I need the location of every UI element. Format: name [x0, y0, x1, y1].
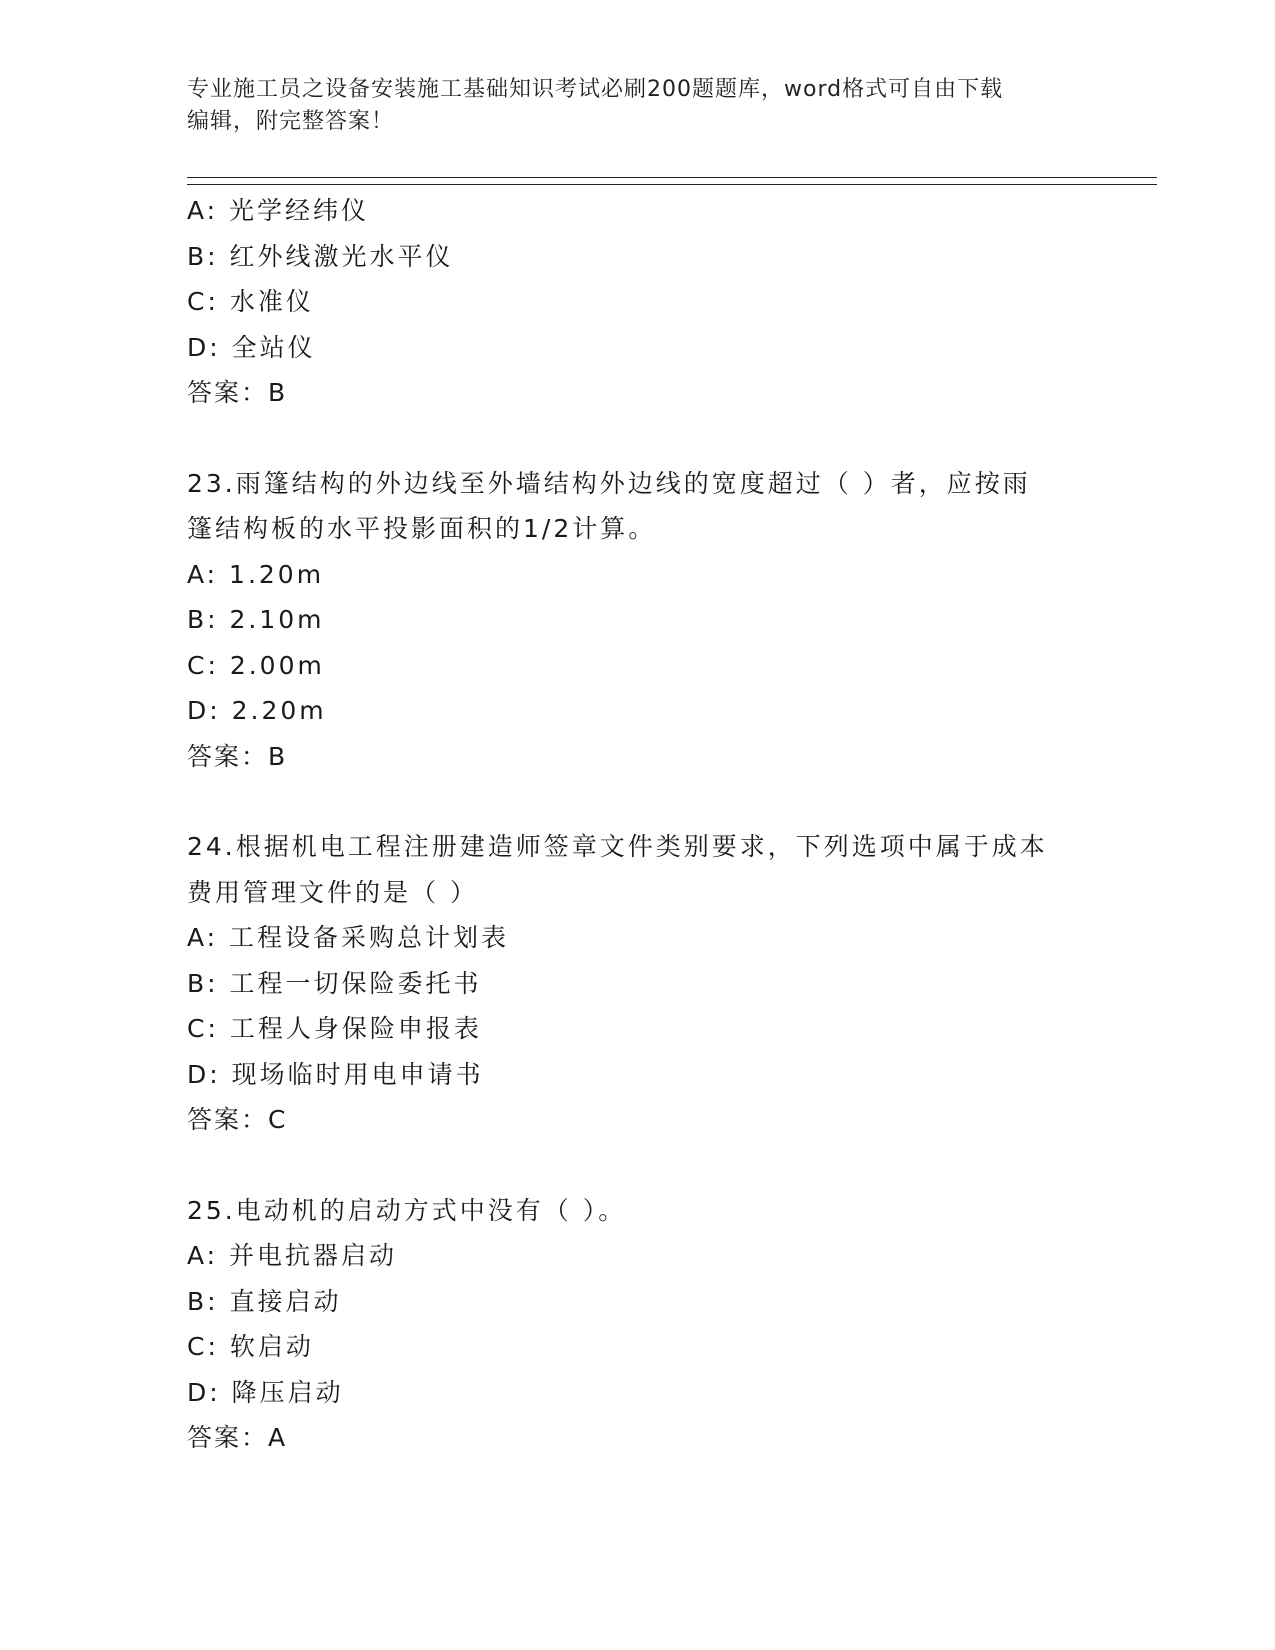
- option-b: B: 红外线激光水平仪: [187, 241, 454, 271]
- answer: 答案：C: [187, 1105, 288, 1134]
- header-divider: [187, 177, 1157, 185]
- question-24: [187, 824, 1087, 1143]
- option-d: D: 全站仪: [187, 332, 316, 362]
- option-a: A: 1.20m: [187, 559, 325, 589]
- question-stem-line-1: 24.根据机电工程注册建造师签章文件类别要求，下列选项中属于成本: [187, 832, 1048, 861]
- question-stem-line-1: 23.雨篷结构的外边线至外墙结构外边线的宽度超过（ ）者，应按雨: [187, 468, 1031, 498]
- option-c: C: 2.00m: [187, 650, 325, 680]
- option-b: B: 工程一切保险委托书: [187, 968, 482, 998]
- question-stem-line-2: 篷结构板的水平投影面积的1/2计算。: [187, 514, 657, 543]
- option-b: B: 2.10m: [187, 605, 325, 634]
- question-25: [187, 1188, 1087, 1461]
- option-c: C: 工程人身保险申报表: [187, 1014, 482, 1043]
- question-23: [187, 461, 1087, 780]
- header-line-2: 编辑，附完整答案！: [187, 109, 395, 134]
- question-stem-line-2: 费用管理文件的是（ ）: [187, 877, 478, 907]
- answer: 答案：B: [187, 378, 288, 407]
- question-22-continued: [187, 188, 1087, 416]
- header-line-1: 专业施工员之设备安装施工基础知识考试必刷200题题库，word格式可自由下载: [187, 77, 1004, 102]
- option-a: A: 并电抗器启动: [187, 1241, 398, 1270]
- document-header: [187, 74, 1067, 138]
- question-list: [187, 188, 1087, 1461]
- option-c: C: 软启动: [187, 1332, 314, 1361]
- option-b: B: 直接启动: [187, 1286, 342, 1316]
- option-d: D: 降压启动: [187, 1377, 344, 1407]
- question-stem-line-1: 25.电动机的启动方式中没有（ ）。: [187, 1195, 627, 1225]
- option-a: A: 工程设备采购总计划表: [187, 923, 510, 952]
- option-a: A: 光学经纬仪: [187, 196, 370, 225]
- answer: 答案：B: [187, 741, 288, 771]
- answer: 答案：A: [187, 1423, 288, 1452]
- option-c: C: 水准仪: [187, 287, 314, 316]
- option-d: D: 2.20m: [187, 696, 327, 725]
- option-d: D: 现场临时用电申请书: [187, 1059, 484, 1089]
